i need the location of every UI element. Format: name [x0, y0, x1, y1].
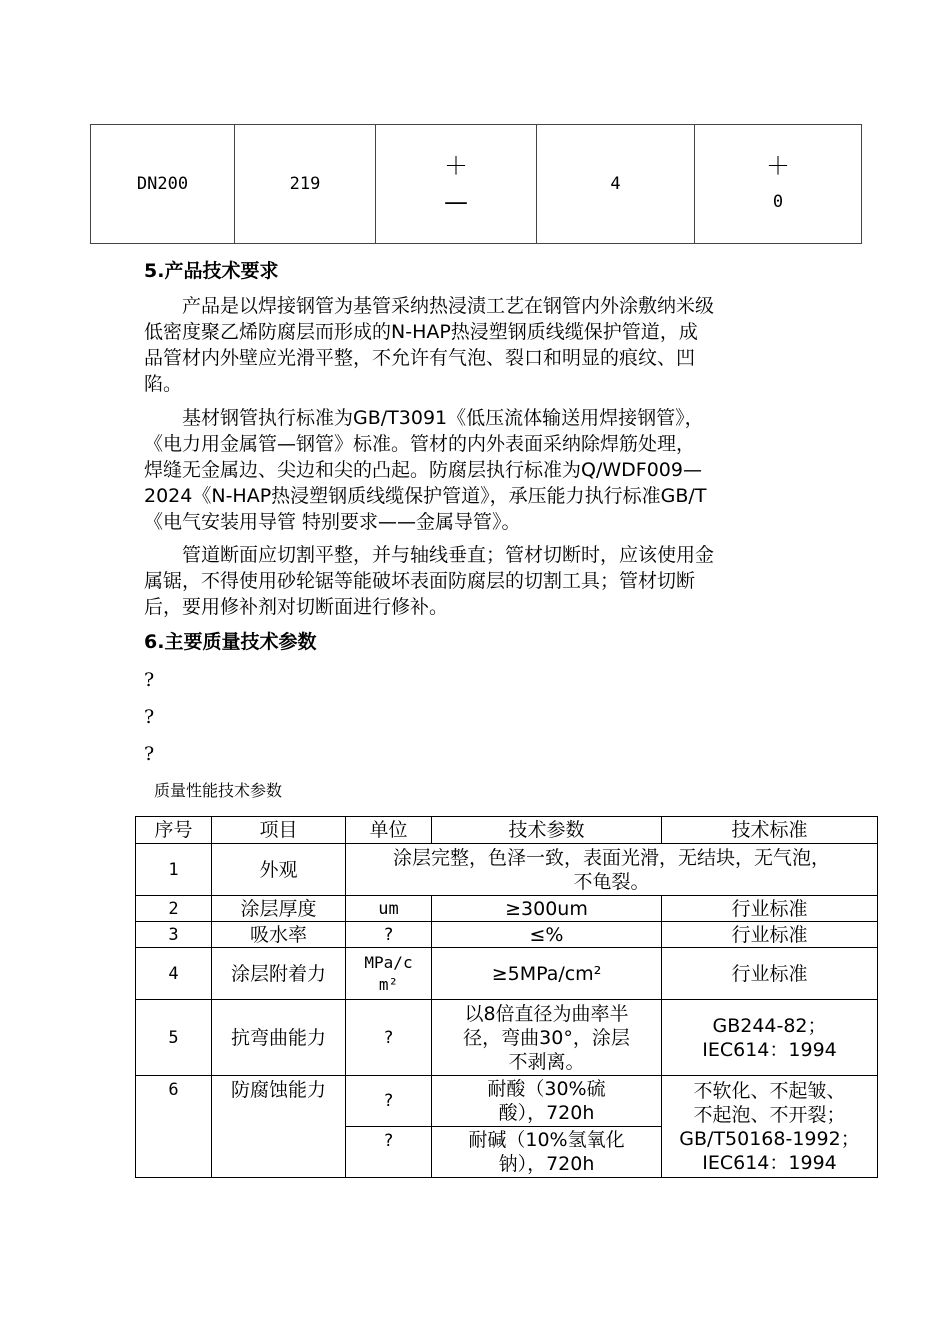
section-heading: 6.主要质量技术参数 — [144, 631, 317, 653]
plus-sign: ＋ — [444, 152, 468, 180]
paragraph: 产品是以焊接钢管为基管采纳热浸渍工艺在钢管内外涂敷纳米级 低密度聚乙烯防腐层而形成的N-HAP热浸塑钢质线缆保护管道，成 品管材内外壁应光滑平整，不允许有气泡、裂口和明显的痕纹、凹 陷。 — [144, 295, 715, 395]
plus-sign: ＋ — [766, 152, 790, 180]
table-header-row — [136, 817, 878, 844]
header-unit: 单位 — [346, 817, 432, 844]
paragraph: 管道断面应切割平整，并与轴线垂直；管材切断时，应该使用金 属锯，不得使用砂轮锯等能破坏表面防腐层的切割工具；管材切断 后，要用修补剂对切断面进行修补。 — [144, 544, 715, 618]
table-row: 6 防腐蚀能力 ? 耐酸（30%硫 酸），720h 不软化、不起皱、 不起泡、不开裂； GB/T50168-1992； IEC614：1994 — [136, 1076, 878, 1127]
header-no: 序号 — [136, 817, 212, 844]
header-parameter: 技术参数 — [432, 817, 662, 844]
table-row: 1 外观 涂层完整，色泽一致，表面光滑，无结块，无气泡， 不龟裂。 — [136, 844, 878, 896]
pipe-spec-table — [90, 124, 862, 244]
table-row: 5 抗弯曲能力 ? 以8倍直径为曲率半 径，弯曲30°，涂层 不剥离。 GB244-82； IEC614：1994 — [136, 1000, 878, 1076]
placeholder-mark: ? — [144, 743, 155, 765]
table-row: 4 涂层附着力 MPa/c m² ≥5MPa/cm² 行业标准 — [136, 948, 878, 1000]
appearance-description: 涂层完整，色泽一致，表面光滑，无结块，无气泡， 不龟裂。 — [346, 844, 878, 896]
diameter-tolerance-cell — [376, 125, 537, 244]
outer-diameter-cell: 219 — [235, 125, 376, 244]
placeholder-mark: ? — [144, 706, 155, 728]
wall-thickness-cell: 4 — [537, 125, 695, 244]
table-row: 2 涂层厚度 um ≥300um 行业标准 — [136, 896, 878, 922]
wall-tolerance-cell — [695, 125, 862, 244]
placeholder-mark: ? — [144, 669, 155, 691]
zero-value: 0 — [772, 192, 784, 212]
table-caption: 质量性能技术参数 — [154, 781, 283, 800]
table-row: ? 耐碱（10%氢氧化 钠），720h — [136, 1127, 878, 1178]
header-item: 项目 — [212, 817, 346, 844]
table-row — [91, 125, 862, 244]
minus-sign: — — [444, 188, 468, 216]
header-standard: 技术标准 — [662, 817, 878, 844]
paragraph: 基材钢管执行标准为GB/T3091《低压流体输送用焊接钢管》， 《电力用金属管—钢管》标准。管材的内外表面采纳除焊筋处理， 焊缝无金属边、尖边和尖的凸起。防腐层执行标准为Q/WDF009— 2024《N-HAP热浸塑钢质线缆保护管道》，承压能力执行标准GB/T 《电气安装用导管 特别要求——金属导管》。 — [144, 407, 707, 533]
quality-parameters-table — [135, 816, 878, 1178]
section-heading: 5.产品技术要求 — [144, 260, 279, 282]
table-row: 3 吸水率 ? ≤% 行业标准 — [136, 922, 878, 948]
nominal-diameter-cell: DN200 — [91, 125, 235, 244]
